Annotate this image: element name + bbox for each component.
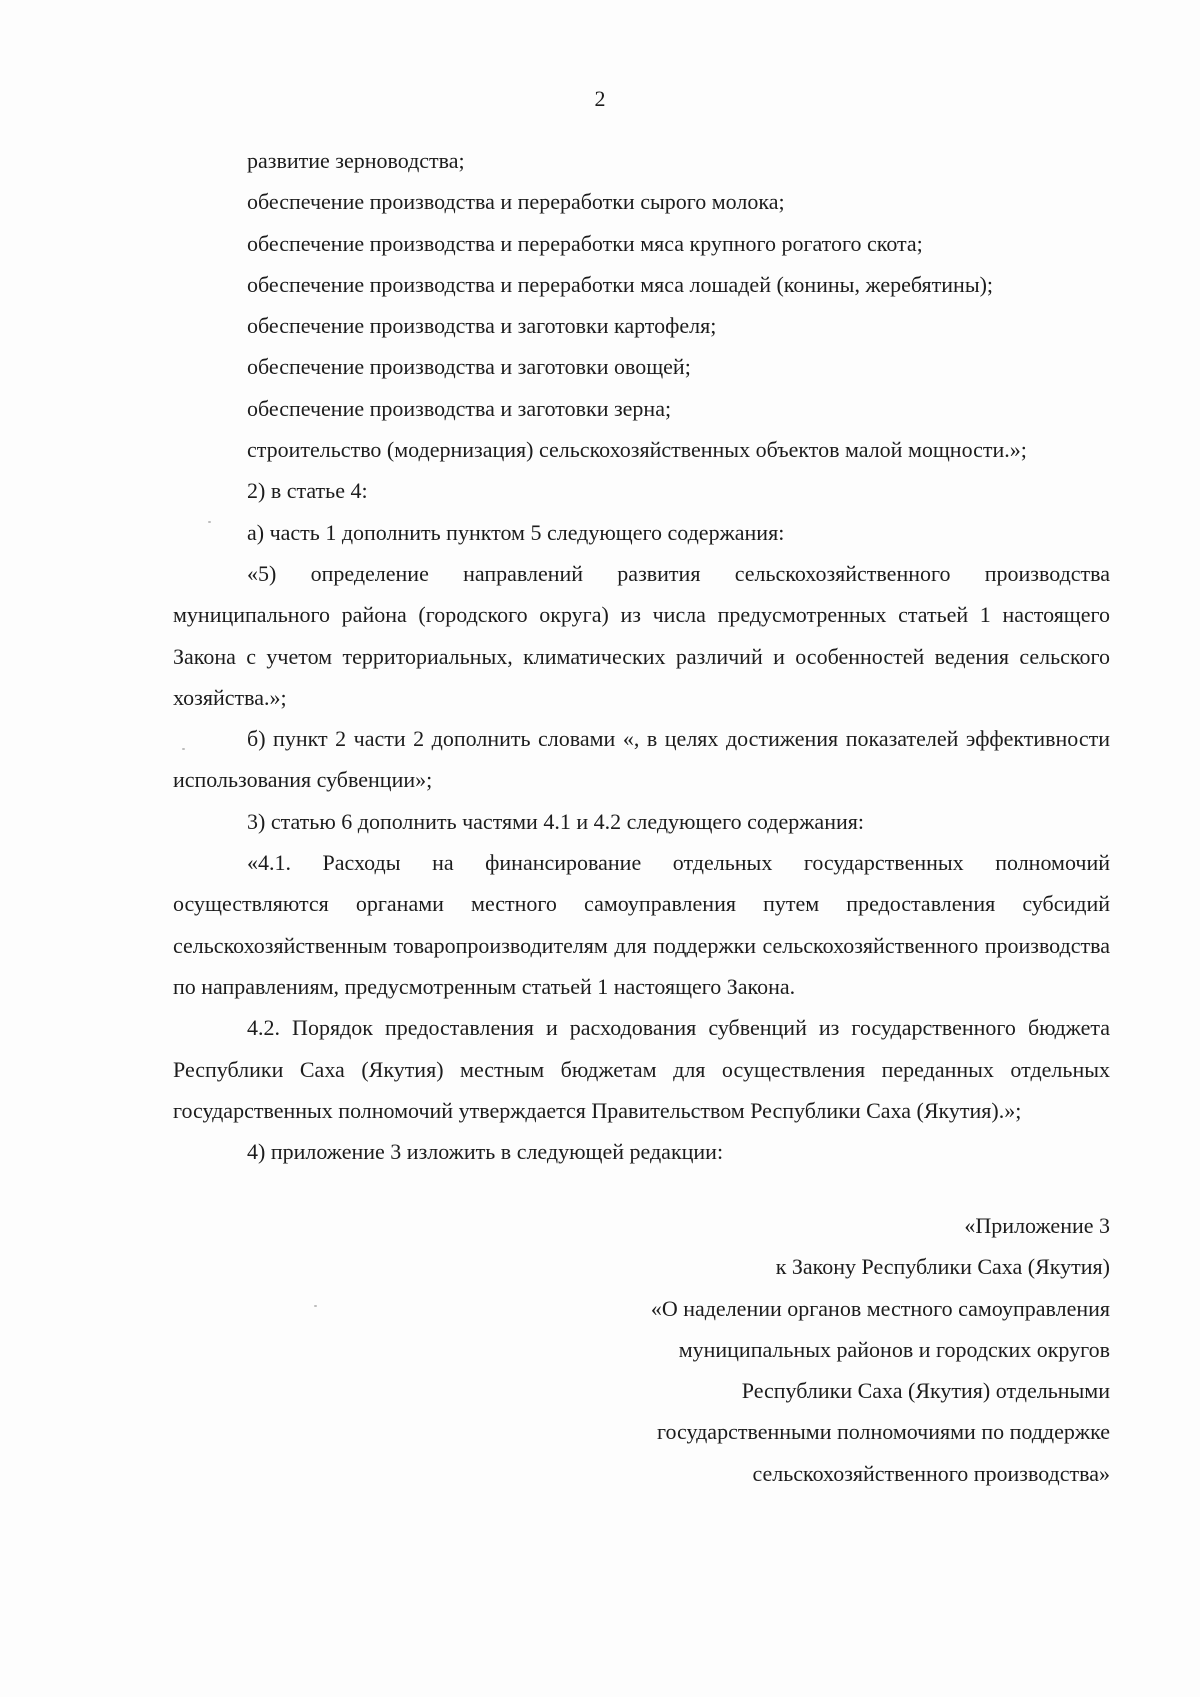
list-item: строительство (модернизация) сельскохозяйственных объектов малой мощности.»;: [247, 437, 1027, 463]
list-item: обеспечение производства и переработки сырого молока;: [247, 189, 785, 215]
scan-speck: [208, 521, 211, 523]
list-item: развитие зерноводства;: [247, 148, 465, 173]
list-item: обеспечение производства и заготовки зерна;: [247, 395, 672, 421]
annex-line: Республики Саха (Якутия) отдельными: [741, 1378, 1110, 1404]
annex-line: сельскохозяйственного производства»: [752, 1460, 1110, 1486]
page-number: 2: [594, 86, 606, 111]
annex-heading: [651, 1205, 1110, 1494]
annex-line: к Закону Республики Саха (Якутия): [775, 1254, 1110, 1280]
list-item: обеспечение производства и заготовки картофеля;: [247, 313, 717, 339]
annex-line: «О наделении органов местного самоуправления: [650, 1295, 1110, 1321]
list-item: обеспечение производства и переработки мяса крупного рогатого скота;: [247, 230, 923, 256]
annex-line: «Приложение 3: [964, 1213, 1110, 1238]
amendment-paragraph: «4.1. Расходы на финансирование отдельных государственных полномочий осуществляются органами местного самоуправления путем предоставления субсидий сельскохозяйственным товаропроизводителям для поддержки сельскохозяйственного производства по направлениям, предусмотренным статьей 1 настоящего Закона.: [173, 850, 1110, 999]
annex-line: муниципальных районов и городских округов: [678, 1336, 1110, 1362]
amendment-paragraph: б) пункт 2 части 2 дополнить словами «, в целях достижения показателей эффективности использования субвенции»;: [173, 726, 1110, 793]
list-item: обеспечение производства и заготовки овощей;: [247, 354, 691, 380]
amendment-paragraph: 4.2. Порядок предоставления и расходования субвенций из государственного бюджета Республики Саха (Якутия) местным бюджетам для осуществления переданных отдельных государственных полномочий утверждается Правительством Республики Саха (Якутия).»;: [173, 1015, 1110, 1123]
document-body: [173, 140, 1110, 1172]
amendment-paragraph: «5) определение направлений развития сельскохозяйственного производства муниципального района (городского округа) из числа предусмотренных статьей 1 настоящего Закона с учетом территориальных, климатических различий и особенностей ведения сельского хозяйства.»;: [173, 560, 1110, 710]
amendment-paragraph: 2) в статье 4:: [247, 478, 368, 504]
scan-speck: [182, 748, 185, 750]
amendment-paragraph: а) часть 1 дополнить пунктом 5 следующего содержания:: [247, 519, 785, 545]
annex-line: государственными полномочиями по поддержке: [657, 1419, 1110, 1445]
amendment-paragraph: 3) статью 6 дополнить частями 4.1 и 4.2 следующего содержания:: [247, 808, 864, 834]
amendment-paragraph: 4) приложение 3 изложить в следующей редакции:: [247, 1139, 724, 1165]
list-item: обеспечение производства и переработки мяса лошадей (конины, жеребятины);: [247, 271, 994, 297]
scan-speck: [314, 1305, 317, 1307]
